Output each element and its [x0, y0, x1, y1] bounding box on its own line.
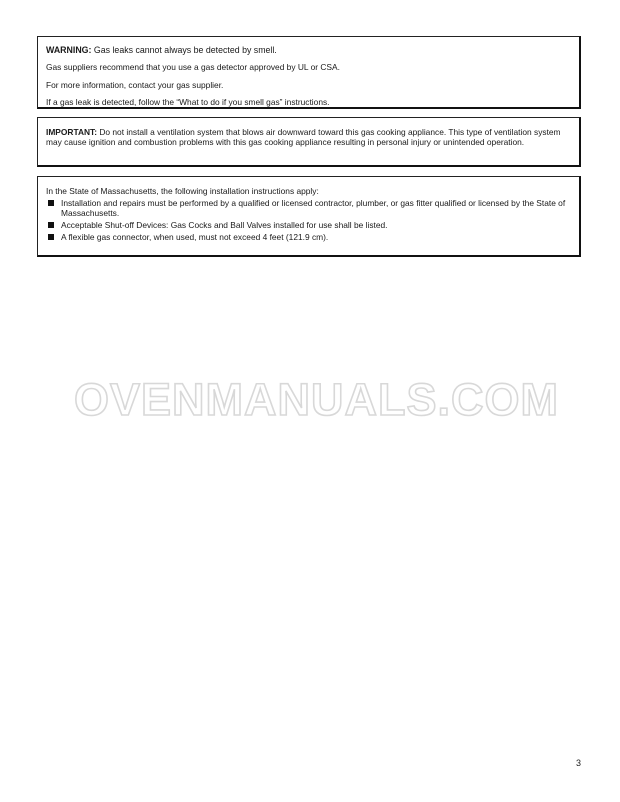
list-item [46, 198, 571, 218]
warning-line-2: Gas suppliers recommend that you use a gas detector approved by UL or CSA. [46, 62, 340, 73]
important-text: Do not install a ventilation system that blows air downward toward this gas cooking appliance. This type of ventilation system may cause ignition and combustion problems with this gas cooking appliance resulting in personal injury or unintended operation. [46, 127, 561, 147]
massachusetts-intro: In the State of Massachusetts, the following installation instructions apply: [46, 186, 319, 196]
important-label: IMPORTANT: [46, 127, 98, 137]
massachusetts-box [37, 176, 581, 257]
square-bullet-icon [48, 200, 54, 206]
list-item-text: A flexible gas connector, when used, must not exceed 4 feet (121.9 cm). [61, 232, 329, 242]
warning-label: WARNING: [46, 45, 92, 55]
important-box [37, 117, 581, 167]
warning-box [37, 36, 581, 109]
square-bullet-icon [48, 234, 54, 240]
massachusetts-bullet-list [46, 198, 571, 242]
watermark: OVENMANUALS.COM [74, 374, 559, 425]
warning-line-3: For more information, contact your gas supplier. [46, 79, 224, 90]
warning-line-1 [46, 45, 571, 56]
important-paragraph [46, 127, 571, 147]
warning-line-4: If a gas leak is detected, follow the “What to do if you smell gas” instructions. [46, 96, 330, 107]
list-item [46, 220, 571, 230]
square-bullet-icon [48, 222, 54, 228]
warning-text: Gas leaks cannot always be detected by smell. [91, 45, 277, 55]
list-item [46, 232, 571, 242]
page-number: 3 [576, 758, 582, 768]
list-item-text: Acceptable Shut-off Devices: Gas Cocks and Ball Valves installed for use shall be listed. [61, 220, 388, 230]
list-item-text: Installation and repairs must be performed by a qualified or licensed contractor, plumber, or gas fitter qualified or licensed by the State of Massachusetts. [61, 198, 566, 218]
